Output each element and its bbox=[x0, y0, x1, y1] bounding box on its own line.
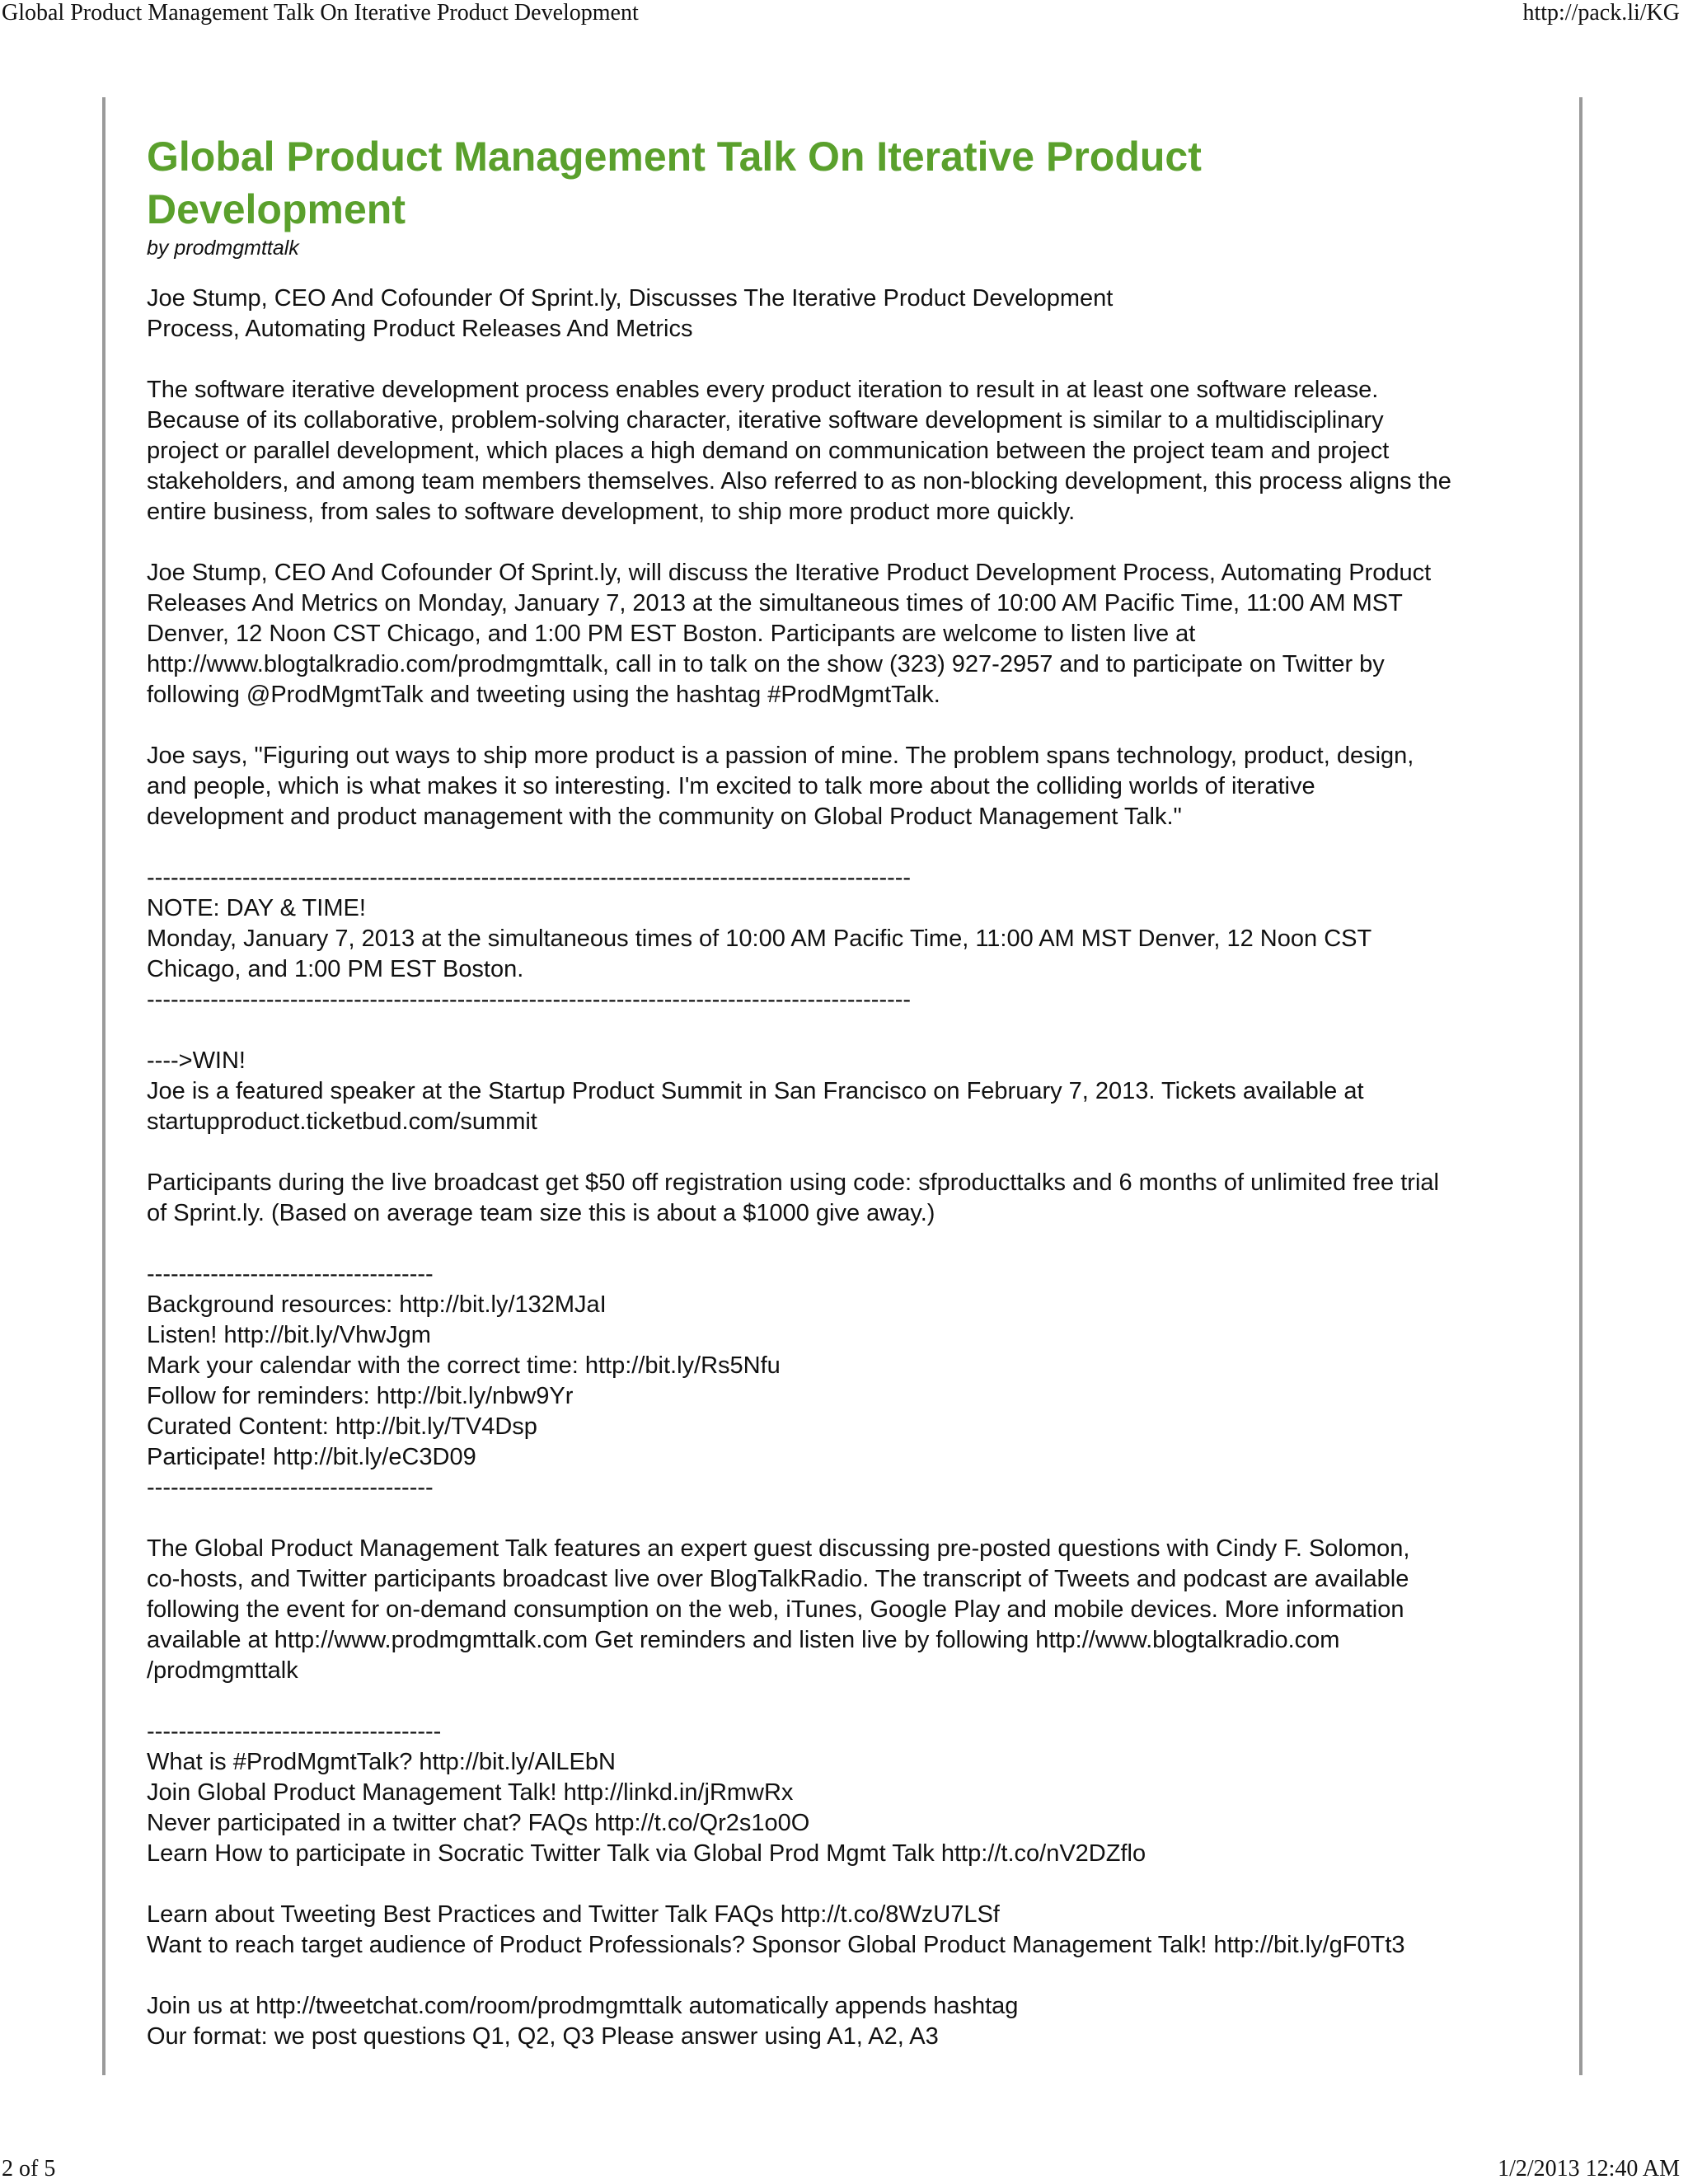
text-line: The software iterative development process enables every product iteration to result in at least one software release. bbox=[147, 377, 1379, 403]
text-line: The Global Product Management Talk features an expert guest discussing pre-posted questions with Cindy F. Solomon, bbox=[147, 1535, 1410, 1562]
tweeting-block bbox=[147, 1900, 1548, 1961]
text-line: co-hosts, and Twitter participants broadcast live over BlogTalkRadio. The transcript of Tweets and podcast are available bbox=[147, 1566, 1409, 1592]
resource-link: Learn How to participate in Socratic Twitter Talk via Global Prod Mgmt Talk http://t.co/nV2DZflo bbox=[147, 1840, 1146, 1867]
article-byline: by prodmgmttalk bbox=[147, 237, 299, 260]
text-line: /prodmgmttalk bbox=[147, 1657, 298, 1684]
text-line: Joe is a featured speaker at the Startup Product Summit in San Francisco on February 7, 2013. Tickets available at bbox=[147, 1078, 1364, 1104]
text-line: Joe says, "Figuring out ways to ship more product is a passion of mine. The problem spans technology, product, design, bbox=[147, 743, 1414, 769]
participants-block bbox=[147, 1168, 1548, 1229]
resource-link: Learn about Tweeting Best Practices and Twitter Talk FAQs http://t.co/8WzU7LSf bbox=[147, 1901, 1000, 1928]
note-day-time bbox=[147, 863, 1548, 1015]
text-line: Joe Stump, CEO And Cofounder Of Sprint.ly, will discuss the Iterative Product Development Process, Automating Product bbox=[147, 560, 1432, 586]
links-list bbox=[147, 1717, 1548, 1869]
resource-link: Participate! http://bit.ly/eC3D09 bbox=[147, 1444, 476, 1470]
about-block bbox=[147, 1534, 1548, 1686]
divider-line: ------------------------------------ bbox=[147, 1474, 434, 1501]
article-frame bbox=[102, 97, 1582, 2075]
resource-link: Mark your calendar with the correct time: http://bit.ly/Rs5Nfu bbox=[147, 1352, 781, 1379]
text-line: project or parallel development, which places a high demand on communication between the project team and project bbox=[147, 438, 1390, 464]
print-header bbox=[0, 0, 1688, 33]
resource-link: Want to reach target audience of Product Professionals? Sponsor Global Product Management Talk! http://bit.ly/gF0Tt3 bbox=[147, 1932, 1405, 1958]
article-title: Global Product Management Talk On Iterative Product Development bbox=[147, 134, 1202, 232]
article-body bbox=[147, 130, 1548, 2083]
divider-line: ------------------------------------------------------------------------------------------------ bbox=[147, 865, 912, 891]
resource-link: Follow for reminders: http://bit.ly/nbw9Yr bbox=[147, 1383, 574, 1409]
text-line: and people, which is what makes it so interesting. I'm excited to talk more about the colliding worlds of iterative bbox=[147, 773, 1315, 799]
text-line: Joe Stump, CEO And Cofounder Of Sprint.ly, Discusses The Iterative Product Development bbox=[147, 285, 1114, 312]
text-line: ---->WIN! bbox=[147, 1047, 246, 1074]
text-line: Participants during the live broadcast get $50 off registration using code: sfproducttalks and 6 months of unlimited free trial bbox=[147, 1169, 1439, 1196]
resource-link: Never participated in a twitter chat? FAQs http://t.co/Qr2s1o0O bbox=[147, 1810, 810, 1836]
text-line: Releases And Metrics on Monday, January 7, 2013 at the simultaneous times of 10:00 AM Pacific Time, 11:00 AM MST bbox=[147, 590, 1403, 616]
text-line: http://www.blogtalkradio.com/prodmgmttalk, call in to talk on the show (323) 927-2957 and to participate on Twitter by bbox=[147, 651, 1385, 677]
page-number: 2 of 5 bbox=[2, 2156, 56, 2182]
text-line: startupproduct.ticketbud.com/summit bbox=[147, 1108, 537, 1135]
text-line: development and product management with the community on Global Product Management Talk." bbox=[147, 804, 1182, 830]
text-line: entire business, from sales to software development, to ship more product more quickly. bbox=[147, 499, 1076, 525]
text-line: of Sprint.ly. (Based on average team size this is about a $1000 give away.) bbox=[147, 1200, 935, 1226]
resources-list bbox=[147, 1259, 1548, 1503]
print-header-title: Global Product Management Talk On Iterative Product Development bbox=[2, 0, 639, 26]
resource-link: Join Global Product Management Talk! http://linkd.in/jRmwRx bbox=[147, 1779, 794, 1806]
text-line: Process, Automating Product Releases And Metrics bbox=[147, 316, 693, 342]
text-line: following @ProdMgmtTalk and tweeting using the hashtag #ProdMgmtTalk. bbox=[147, 682, 940, 708]
win-block bbox=[147, 1046, 1548, 1137]
divider-line: ------------------------------------- bbox=[147, 1718, 442, 1745]
format-block bbox=[147, 1991, 1548, 2052]
paragraph-intro bbox=[147, 375, 1548, 527]
print-timestamp: 1/2/2013 12:40 AM bbox=[1498, 2156, 1680, 2182]
print-header-url: http://pack.li/KG bbox=[1522, 0, 1680, 26]
resource-link: Listen! http://bit.ly/VhwJgm bbox=[147, 1322, 431, 1348]
print-footer bbox=[0, 2151, 1688, 2184]
divider-line: ------------------------------------ bbox=[147, 1261, 434, 1287]
paragraph-quote bbox=[147, 741, 1548, 832]
text-line: available at http://www.prodmgmttalk.com Get reminders and listen live by following http://www.blogtalkradio.com bbox=[147, 1627, 1340, 1653]
text-line: Our format: we post questions Q1, Q2, Q3 Please answer using A1, A2, A3 bbox=[147, 2023, 939, 2050]
text-line: stakeholders, and among team members themselves. Also referred to as non-blocking development, this process aligns the bbox=[147, 468, 1451, 494]
text-line: Denver, 12 Noon CST Chicago, and 1:00 PM EST Boston. Participants are welcome to listen live at bbox=[147, 621, 1196, 647]
text-line: NOTE: DAY & TIME! bbox=[147, 895, 366, 921]
text-line: Monday, January 7, 2013 at the simultaneous times of 10:00 AM Pacific Time, 11:00 AM MST Denver, 12 Noon CST bbox=[147, 926, 1372, 952]
text-line: Chicago, and 1:00 PM EST Boston. bbox=[147, 956, 524, 982]
resource-link: What is #ProdMgmtTalk? http://bit.ly/AlLEbN bbox=[147, 1749, 616, 1775]
resource-link: Curated Content: http://bit.ly/TV4Dsp bbox=[147, 1413, 537, 1440]
article-subtitle bbox=[147, 284, 1548, 344]
text-line: Because of its collaborative, problem-solving character, iterative software development is similar to a multidisciplinary bbox=[147, 407, 1384, 434]
divider-line: ------------------------------------------------------------------------------------------------ bbox=[147, 987, 912, 1013]
resource-link: Background resources: http://bit.ly/132MJaI bbox=[147, 1291, 607, 1318]
paragraph-event bbox=[147, 558, 1548, 710]
text-line: following the event for on-demand consumption on the web, iTunes, Google Play and mobile devices. More information bbox=[147, 1596, 1404, 1623]
text-line: Join us at http://tweetchat.com/room/prodmgmttalk automatically appends hashtag bbox=[147, 1993, 1019, 2019]
